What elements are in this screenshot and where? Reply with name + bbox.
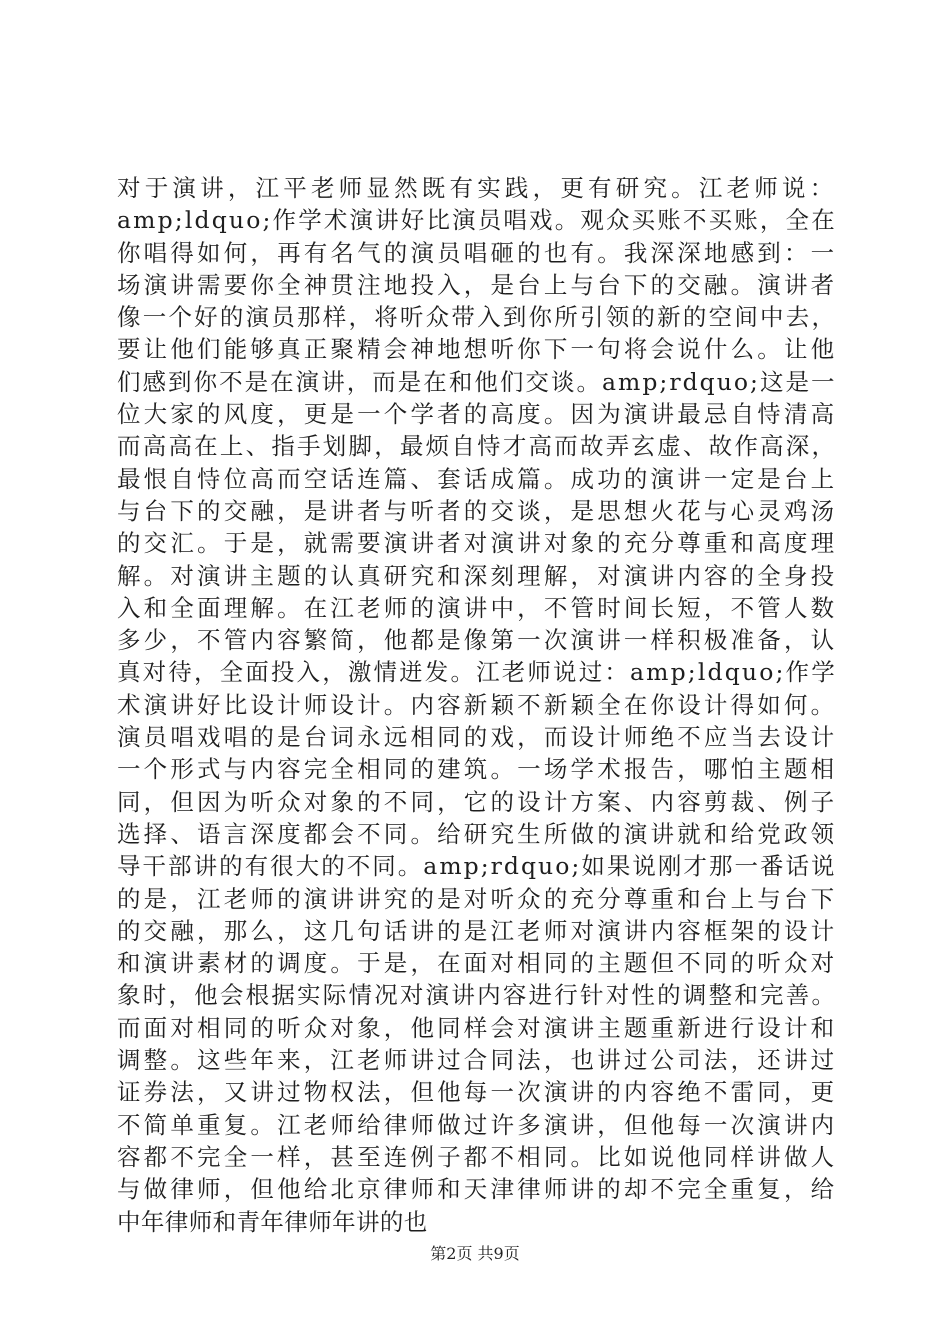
text-line: 证券法，又讲过物权法，但他每一次演讲的内容绝不雷同，更 [117, 1078, 838, 1107]
text-line: 对于演讲，江平老师显然既有实践，更有研究。江老师说： [117, 174, 838, 202]
text-line: 要让他们能够真正聚精会神地想听你下一句将会说什么。让他 [117, 335, 838, 364]
text-line: 真对待，全面投入，激情迸发。江老师说过：amp;ldquo;作学 [117, 658, 837, 687]
text-line: 容都不完全一样，甚至连例子都不相同。比如说他同样讲做人 [117, 1142, 838, 1171]
text-line: 导干部讲的有很大的不同。amp;rdquo;如果说刚才那一番话说 [117, 852, 837, 881]
text-line: 选择、语言深度都会不同。给研究生所做的演讲就和给党政领 [117, 819, 838, 848]
text-line: 的交汇。于是，就需要演讲者对演讲对象的充分尊重和高度理 [117, 529, 838, 558]
text-line: 调整。这些年来，江老师讲过合同法，也讲过公司法，还讲过 [117, 1046, 838, 1075]
text-line: 不简单重复。江老师给律师做过许多演讲，但他每一次演讲内 [117, 1110, 838, 1139]
text-line: 像一个好的演员那样，将听众带入到你所引领的新的空间中去， [117, 303, 838, 332]
text-line: 最恨自恃位高而空话连篇、套话成篇。成功的演讲一定是台上 [117, 464, 838, 493]
text-line: 们感到你不是在演讲，而是在和他们交谈。amp;rdquo;这是一 [117, 367, 837, 396]
text-line: 入和全面理解。在江老师的演讲中，不管时间长短，不管人数 [117, 593, 838, 622]
text-line: 象时，他会根据实际情况对演讲内容进行针对性的调整和完善。 [117, 981, 838, 1010]
page-number: 第2页 共9页 [430, 1244, 520, 1263]
text-line: 和演讲素材的调度。于是，在面对相同的主题但不同的听众对 [117, 949, 838, 978]
body-text [117, 172, 837, 1238]
text-line: 的是，江老师的演讲讲究的是对听众的充分尊重和台上与台下 [117, 884, 838, 913]
text-line: 演员唱戏唱的是台词永远相同的戏，而设计师绝不应当去设计 [117, 723, 838, 752]
text-line: 与台下的交融，是讲者与听者的交谈，是思想火花与心灵鸡汤 [117, 496, 838, 525]
text-line: 而高高在上、指手划脚，最烦自恃才高而故弄玄虚、故作高深， [117, 432, 838, 461]
text-line: 同，但因为听众对象的不同，它的设计方案、内容剪裁、例子 [117, 787, 838, 816]
text-line: 与做律师，但他给北京律师和天津律师讲的却不完全重复，给 [117, 1175, 838, 1204]
text-line: 解。对演讲主题的认真研究和深刻理解，对演讲内容的全身投 [117, 561, 838, 590]
text-line: 场演讲需要你全神贯注地投入，是台上与台下的交融。演讲者 [117, 270, 838, 299]
text-line: 而面对相同的听众对象，他同样会对演讲主题重新进行设计和 [117, 1013, 838, 1042]
text-line: 你唱得如何，再有名气的演员唱砸的也有。我深深地感到：一 [117, 238, 838, 267]
text-line: 位大家的风度，更是一个学者的高度。因为演讲最忌自恃清高 [117, 400, 838, 429]
text-line: 多少，不管内容繁简，他都是像第一次演讲一样积极准备，认 [117, 626, 838, 655]
text-line: 术演讲好比设计师设计。内容新颖不新颖全在你设计得如何。 [117, 690, 838, 719]
text-line: 一个形式与内容完全相同的建筑。一场学术报告，哪怕主题相 [117, 755, 838, 784]
text-line: 中年律师和青年律师年讲的也 [117, 1207, 428, 1236]
text-line: amp;ldquo;作学术演讲好比演员唱戏。观众买账不买账，全在 [117, 206, 837, 235]
text-line: 的交融，那么，这几句话讲的是江老师对演讲内容框架的设计 [117, 916, 838, 945]
